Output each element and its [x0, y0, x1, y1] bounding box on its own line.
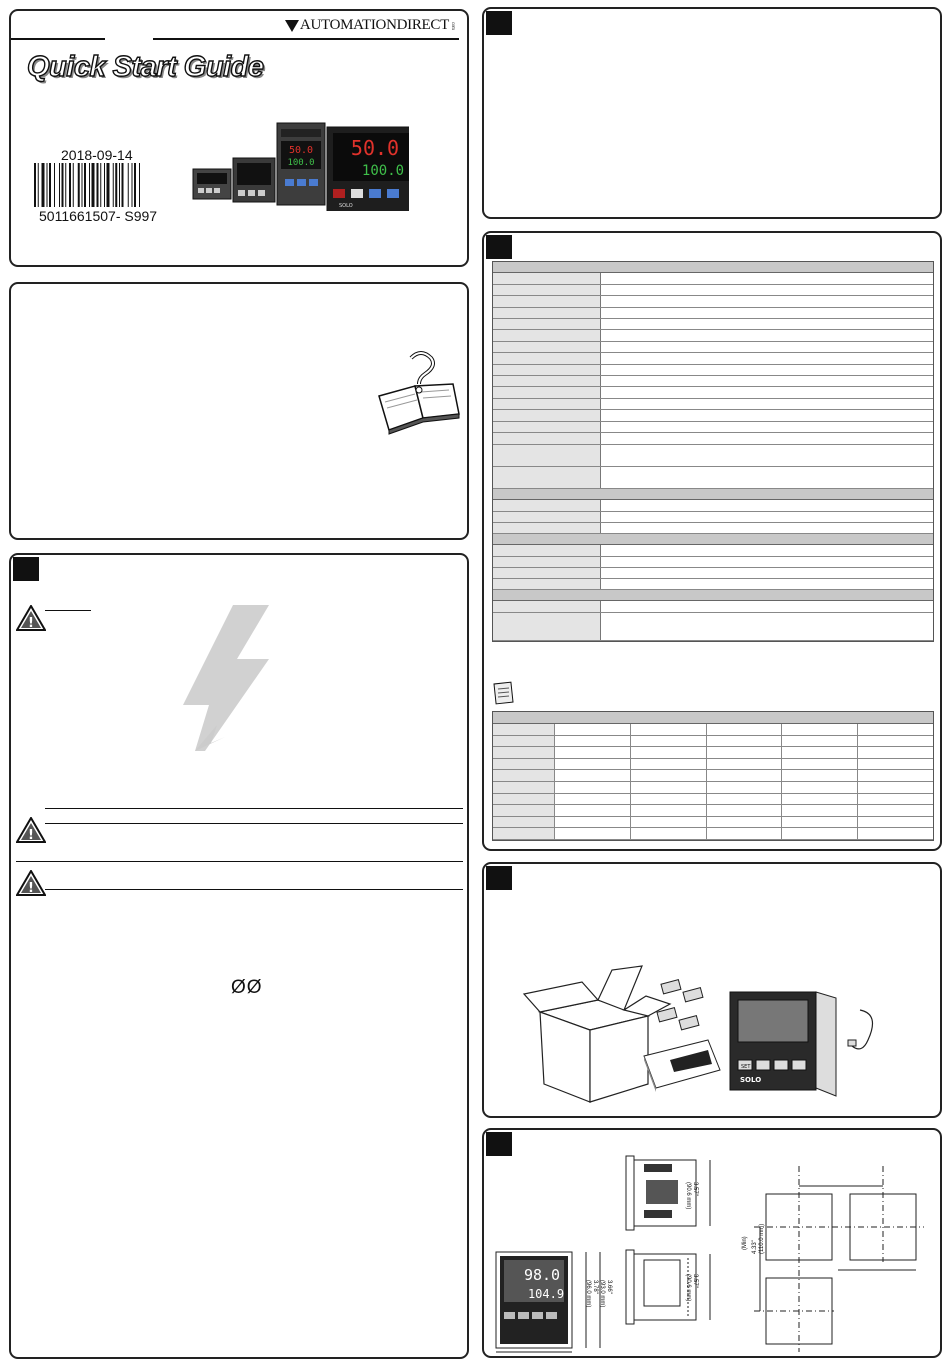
- section-number-badge: [486, 235, 512, 259]
- product-large-unit: [327, 127, 409, 211]
- barcode-bar: [78, 163, 80, 207]
- barcode-bar: [128, 163, 129, 207]
- spec-row: [493, 467, 933, 489]
- barcode-bar: [122, 163, 124, 207]
- comparison-row: [493, 724, 933, 736]
- barcode-bar: [65, 163, 66, 207]
- barcode-bar: [69, 163, 71, 207]
- phi-symbols: ØØ: [231, 977, 263, 998]
- spec-row: [493, 365, 933, 376]
- shipping-box: [524, 966, 670, 1102]
- specifications-table: [492, 261, 934, 642]
- spec-row: [493, 410, 933, 422]
- comparison-row: [493, 805, 933, 817]
- barcode-bar: [84, 163, 86, 207]
- spec-row: [493, 319, 933, 330]
- barcode-bar: [100, 163, 101, 207]
- spec-row: [493, 568, 933, 579]
- section-number-badge: [13, 557, 39, 581]
- svg-text:104.9: 104.9: [527, 1287, 565, 1301]
- barcode-bar: [104, 163, 105, 207]
- caution-triangle-icon: [16, 817, 46, 843]
- comparison-row: [493, 817, 933, 829]
- manual-notice-panel: [9, 282, 469, 540]
- svg-text:SOLO: SOLO: [740, 1076, 762, 1084]
- barcode-bar: [115, 163, 117, 207]
- barcode-bar: [119, 163, 120, 207]
- specifications-panel: [482, 231, 942, 851]
- title-rule-left: [11, 38, 105, 40]
- large-sv-display: 100.0: [361, 163, 405, 179]
- product-medium-unit: [233, 158, 275, 202]
- caution-rule-3: [16, 861, 463, 862]
- spec-group-header: [493, 262, 933, 273]
- brand-mark-icon: [285, 20, 299, 32]
- barcode-bar: [92, 163, 95, 207]
- barcode-bar: [34, 163, 36, 207]
- comparison-row: [493, 759, 933, 771]
- caution-triangle-icon-2: [16, 870, 46, 896]
- spec-group-header: [493, 590, 933, 601]
- svg-text:!: !: [28, 616, 34, 631]
- spec-row: [493, 422, 933, 433]
- barcode-bar: [38, 163, 39, 207]
- barcode-bar: [49, 163, 51, 207]
- spec-row: [493, 512, 933, 523]
- model-comparison-table: [492, 711, 934, 841]
- dim-side-top: 3.57" (90.6 mm): [685, 1182, 698, 1210]
- comparison-header: [493, 712, 933, 724]
- brand-name: AUTOMATIONDIRECT: [299, 17, 449, 33]
- spec-group-header: [493, 489, 933, 500]
- product-family-image: [189, 111, 409, 211]
- comparison-row: [493, 736, 933, 748]
- cover-panel: [9, 9, 469, 267]
- barcode-bar: [134, 163, 136, 207]
- comparison-row: [493, 782, 933, 794]
- barcode-bar: [62, 163, 64, 207]
- spec-row: [493, 613, 933, 641]
- spec-row: [493, 376, 933, 387]
- controller-unit: [730, 992, 836, 1096]
- side-view-drawing-2: [622, 1248, 726, 1330]
- caution-rule-2: [45, 823, 463, 824]
- spec-row: [493, 399, 933, 410]
- barcode-bar: [54, 163, 55, 207]
- book-question-icon: [371, 348, 467, 438]
- dim-front-h2: 3.78" (96.0 mm): [585, 1280, 598, 1308]
- dimensions-panel: [482, 1128, 942, 1358]
- print-date: 2018-09-14: [61, 147, 133, 163]
- package-contents-panel: [482, 862, 942, 1118]
- spec-row: [493, 387, 933, 399]
- spec-row: [493, 445, 933, 467]
- spec-row: [493, 342, 933, 353]
- svg-text:!: !: [28, 828, 34, 843]
- package-contents-illustration: [520, 960, 900, 1108]
- spec-row: [493, 330, 933, 342]
- spec-row: [493, 579, 933, 590]
- spec-row: [493, 433, 933, 445]
- caution-rule-4: [45, 889, 463, 890]
- section-number-badge: [486, 11, 512, 35]
- svg-text:!: !: [28, 881, 34, 896]
- large-pv-display: 50.0: [350, 136, 400, 160]
- spec-row: [493, 285, 933, 296]
- barcode-bar: [97, 163, 99, 207]
- large-unit-brand: SOLO: [339, 203, 353, 209]
- brand-suffix: com: [450, 21, 455, 30]
- barcode-bar: [59, 163, 60, 207]
- spec-row: [493, 273, 933, 285]
- spec-row: [493, 545, 933, 557]
- spec-row: [493, 557, 933, 568]
- barcode-bar: [113, 163, 114, 207]
- comparison-row: [493, 828, 933, 840]
- barcode-bar: [47, 163, 48, 207]
- product-tall-unit: [277, 123, 325, 205]
- product-small-unit: [193, 169, 231, 199]
- title-rule-right: [153, 38, 459, 40]
- dim-cutout: 4.33" (110.0 mm): [752, 1223, 765, 1254]
- comparison-row: [493, 770, 933, 782]
- dim-front-h1: 3.66" (93.0 mm): [599, 1280, 612, 1308]
- dim-cutout-min: (Min): [742, 1236, 748, 1250]
- page-title: Quick Start Guide: [27, 51, 264, 83]
- barcode-bar: [139, 163, 140, 207]
- barcode-bar: [42, 163, 45, 207]
- barcode-number: 5011661507- S997: [39, 208, 158, 224]
- spec-group-header: [493, 534, 933, 545]
- warning-heading-underline: [45, 610, 91, 611]
- warning-triangle-icon: [16, 605, 46, 631]
- caution-rule-1: [45, 808, 463, 809]
- barcode-bar: [82, 163, 83, 207]
- barcode-bar: [89, 163, 90, 207]
- barcode-bar: [132, 163, 133, 207]
- section-number-badge: [486, 1132, 512, 1156]
- barcode-bar: [107, 163, 110, 207]
- spec-row: [493, 601, 933, 613]
- safety-panel: [9, 553, 469, 1359]
- spec-row: [493, 353, 933, 365]
- barcode-bar: [73, 163, 74, 207]
- electric-shock-icon: [181, 601, 277, 756]
- comparison-row: [493, 794, 933, 806]
- dim-side-bottom: 3.57" (90.6 mm): [685, 1274, 698, 1302]
- spec-row: [493, 308, 933, 319]
- manual-booklet: [644, 1040, 720, 1092]
- svg-text:98.0: 98.0: [523, 1266, 561, 1284]
- note-pad-icon: [492, 681, 516, 705]
- spec-row: [493, 523, 933, 534]
- panel-cutout-drawing: [754, 1166, 924, 1352]
- spec-row: [493, 296, 933, 308]
- side-view-drawing: [622, 1154, 726, 1236]
- svg-text:SET: SET: [741, 1064, 751, 1070]
- svg-text:50.0: 50.0: [288, 145, 314, 156]
- section-number-badge: [486, 866, 512, 890]
- comparison-row: [493, 747, 933, 759]
- spec-row: [493, 500, 933, 512]
- brand-logo: [285, 17, 455, 34]
- svg-text:100.0: 100.0: [287, 158, 315, 168]
- overview-panel: [482, 7, 942, 219]
